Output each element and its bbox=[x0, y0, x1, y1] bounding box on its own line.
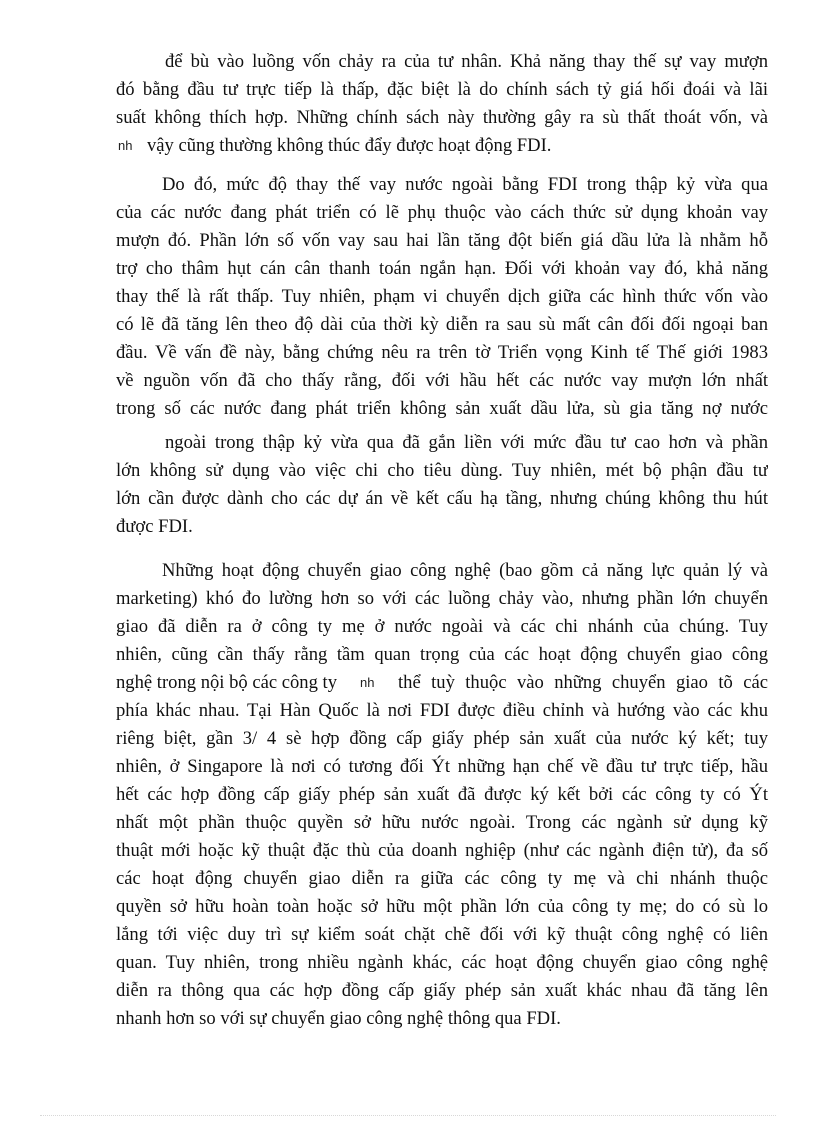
page-bottom-rule bbox=[40, 1115, 776, 1116]
text-line: quyền sở hữu hoàn toàn hoặc sở hữu một phần lớn của công ty mẹ; do có sù lo bbox=[116, 896, 768, 917]
margin-marker: nh bbox=[118, 138, 133, 153]
text-line: thuật mới hoặc kỹ thuật đặc thù của doanh nghiệp (như các ngành điện tử), đa số bbox=[116, 840, 768, 861]
text-line: vậy cũng thường không thúc đẩy được hoạt động FDI. bbox=[147, 135, 552, 156]
text-line: marketing) khó đo lường hơn so với các luồng chảy vào, nhưng phần lớn chuyển bbox=[116, 588, 768, 609]
text-line: hết các hợp đồng cấp giấy phép sản xuất đã được ký kết bởi các công ty có Ýt bbox=[116, 784, 768, 805]
text-line: trợ cho thâm hụt cán cân thanh toán ngắn hạn. Đối với khoản vay đó, khả năng bbox=[116, 258, 768, 279]
text-line: nhất một phần thuộc quyền sở hữu nước ngoài. Trong các ngành sử dụng kỹ bbox=[116, 812, 768, 833]
text-line: mượn đó. Phần lớn số vốn vay sau hai lần tăng đột biến giá dầu lửa là nhằm hỗ bbox=[116, 230, 768, 251]
text-line: của các nước đang phát triển có lẽ phụ thuộc vào cách thức sử dụng khoản vay bbox=[116, 202, 768, 223]
text-line: Do đó, mức độ thay thế vay nước ngoài bằng FDI trong thập kỷ vừa qua bbox=[162, 174, 768, 195]
text-line: các hoạt động chuyển giao diễn ra giữa các công ty mẹ và chi nhánh thuộc bbox=[116, 868, 768, 889]
text-line: diễn ra thông qua các hợp đồng cấp giấy phép sản xuất khác nhau đã tăng lên bbox=[116, 980, 768, 1001]
text-line: nhiên, cũng cần thấy rằng tầm quan trọng của các hoạt động chuyển giao công bbox=[116, 644, 768, 665]
text-line: nghệ trong nội bộ các công ty bbox=[116, 672, 338, 693]
text-line: phía khác nhau. Tại Hàn Quốc là nơi FDI được điều chỉnh và hướng vào các khu bbox=[116, 700, 768, 721]
text-line: để bù vào luồng vốn chảy ra của tư nhân. Khả năng thay thế sự vay mượn bbox=[165, 51, 768, 72]
text-line: lớn không sử dụng vào việc chi cho tiêu dùng. Tuy nhiên, mét bộ phận đầu tư bbox=[116, 460, 768, 481]
text-line: quan. Tuy nhiên, trong nhiều ngành khác, các hoạt động chuyển giao công nghệ bbox=[116, 952, 768, 973]
margin-marker: nh bbox=[360, 675, 375, 690]
text-line: thay thế là rất thấp. Tuy nhiên, phạm vi chuyển dịch giữa các hình thức vốn vào bbox=[116, 286, 768, 307]
text-line: thể tuỳ thuộc vào những chuyển giao tõ các bbox=[398, 672, 768, 693]
text-line: đó bằng đầu tư trực tiếp là thấp, đặc biệt là do chính sách tỷ giá hối đoái và lãi bbox=[116, 79, 768, 100]
text-line: Những hoạt động chuyển giao công nghệ (bao gồm cả năng lực quản lý và bbox=[162, 560, 768, 581]
text-line: nhanh hơn so với sự chuyển giao công nghệ thông qua FDI. bbox=[116, 1008, 561, 1029]
text-line: riêng biệt, gần 3/ 4 sè hợp đồng cấp giấy phép sản xuất của nước ký kết; tuy bbox=[116, 728, 768, 749]
text-line: ngoài trong thập kỷ vừa qua đã gắn liền với mức đầu tư cao hơn và phần bbox=[165, 432, 768, 453]
text-line: được FDI. bbox=[116, 516, 193, 537]
text-line: suất không thích hợp. Những chính sách này thường gây ra sù thất thoát vốn, và bbox=[116, 107, 768, 128]
text-line: đầu. Về vấn đề này, bằng chứng nêu ra trên tờ Triển vọng Kinh tế Thế giới 1983 bbox=[116, 342, 768, 363]
text-line: nhiên, ở Singapore là nơi có tương đối Ýt những hạn chế về đầu tư trực tiếp, hầu bbox=[116, 756, 768, 777]
text-line: có lẽ đã tăng lên theo độ dài của thời kỳ diễn ra sau sù mất cân đối đối ngoại ban bbox=[116, 314, 768, 335]
text-line: giao đã diễn ra ở công ty mẹ ở nước ngoài và các chi nhánh của chúng. Tuy bbox=[116, 616, 768, 637]
text-line: trong số các nước đang phát triển không sản xuất dầu lửa, sù gia tăng nợ nước bbox=[116, 398, 768, 419]
text-line: về nguồn vốn đã cho thấy rằng, đối với hầu hết các nước vay mượn lớn nhất bbox=[116, 370, 768, 391]
text-line: lắng tới việc duy trì sự kiểm soát chặt chẽ đối với kỹ thuật công nghệ có liên bbox=[116, 924, 768, 945]
text-line: lớn cần được dành cho các dự án về kết cấu hạ tầng, nhưng chúng không thu hút bbox=[116, 488, 768, 509]
